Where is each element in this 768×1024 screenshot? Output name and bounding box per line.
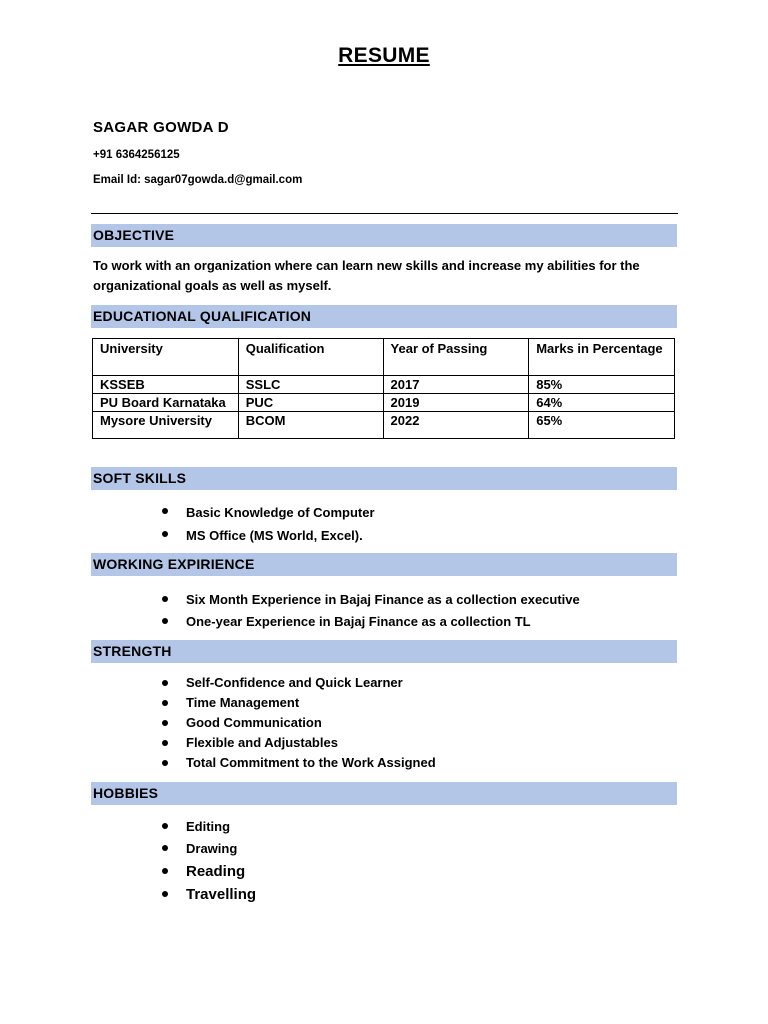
column-header: Year of Passing <box>383 339 529 376</box>
bullet-icon <box>162 720 168 726</box>
document-title: RESUME <box>338 44 430 67</box>
list-item-text: Drawing <box>186 841 238 856</box>
list-item <box>160 816 256 838</box>
bullet-icon <box>162 508 168 514</box>
list-item <box>160 733 436 753</box>
list-item <box>160 501 375 524</box>
table-header-row <box>93 339 675 376</box>
list-item-text: Self-Confidence and Quick Learner <box>186 675 403 690</box>
candidate-name: SAGAR GOWDA D <box>93 119 229 136</box>
bullet-icon <box>162 596 168 602</box>
column-header: Qualification <box>238 339 383 376</box>
table-cell: BCOM <box>238 412 383 439</box>
bullet-icon <box>162 891 168 897</box>
table-cell: 64% <box>529 394 675 412</box>
bullet-icon <box>162 740 168 746</box>
list-item-text: Travelling <box>186 886 257 903</box>
list-item <box>160 883 256 906</box>
list-item-text: Good Communication <box>186 715 322 730</box>
objective-text: To work with an organization where can learn new skills and increase my abilities for the organizational goals as well as myself. <box>93 258 640 293</box>
header-divider <box>91 213 678 214</box>
table-row <box>93 412 675 439</box>
table-cell: Mysore University <box>93 412 239 439</box>
phone-number: +91 6364256125 <box>93 149 180 161</box>
column-header: Marks in Percentage <box>529 339 675 376</box>
section-heading-soft-skills: SOFT SKILLS <box>91 467 677 490</box>
hobbies-list <box>160 816 256 906</box>
list-item-text: Time Management <box>186 695 300 710</box>
table-cell: SSLC <box>238 376 383 394</box>
column-header: University <box>93 339 239 376</box>
table-cell: PU Board Karnataka <box>93 394 239 412</box>
list-item-text: Reading <box>186 863 246 880</box>
table-row <box>93 376 675 394</box>
list-item <box>160 838 256 860</box>
list-item-text: One-year Experience in Bajaj Finance as a collection TL <box>186 614 531 629</box>
list-item-text: Six Month Experience in Bajaj Finance as a collection executive <box>186 592 580 607</box>
list-item <box>160 589 580 611</box>
list-item-text: Editing <box>186 819 231 834</box>
table-cell: 65% <box>529 412 675 439</box>
table-row <box>93 394 675 412</box>
section-heading-education: EDUCATIONAL QUALIFICATION <box>91 305 677 328</box>
list-item-text: Total Commitment to the Work Assigned <box>186 755 436 770</box>
bullet-icon <box>162 760 168 766</box>
bullet-icon <box>162 531 168 537</box>
bullet-icon <box>162 700 168 706</box>
bullet-icon <box>162 618 168 624</box>
section-heading-objective: OBJECTIVE <box>91 224 677 247</box>
education-table <box>92 338 675 439</box>
table-cell: 2019 <box>383 394 529 412</box>
list-item <box>160 611 580 633</box>
list-item <box>160 693 436 713</box>
soft-skills-list <box>160 501 375 547</box>
list-item-text: Flexible and Adjustables <box>186 735 338 750</box>
strength-list <box>160 673 436 773</box>
bullet-icon <box>162 823 168 829</box>
list-item <box>160 860 256 883</box>
table-cell: KSSEB <box>93 376 239 394</box>
bullet-icon <box>162 680 168 686</box>
experience-list <box>160 589 580 633</box>
table-cell: PUC <box>238 394 383 412</box>
list-item <box>160 673 436 693</box>
table-cell: 2017 <box>383 376 529 394</box>
table-cell: 2022 <box>383 412 529 439</box>
list-item-text: Basic Knowledge of Computer <box>186 505 375 520</box>
bullet-icon <box>162 868 168 874</box>
list-item <box>160 524 375 547</box>
list-item-text: MS Office (MS World, Excel). <box>186 528 363 543</box>
bullet-icon <box>162 845 168 851</box>
list-item <box>160 753 436 773</box>
table-cell: 85% <box>529 376 675 394</box>
section-heading-experience: WORKING EXPIRIENCE <box>91 553 677 576</box>
section-heading-hobbies: HOBBIES <box>91 782 677 805</box>
email-address: Email Id: sagar07gowda.d@gmail.com <box>93 174 303 186</box>
list-item <box>160 713 436 733</box>
section-heading-strength: STRENGTH <box>91 640 677 663</box>
